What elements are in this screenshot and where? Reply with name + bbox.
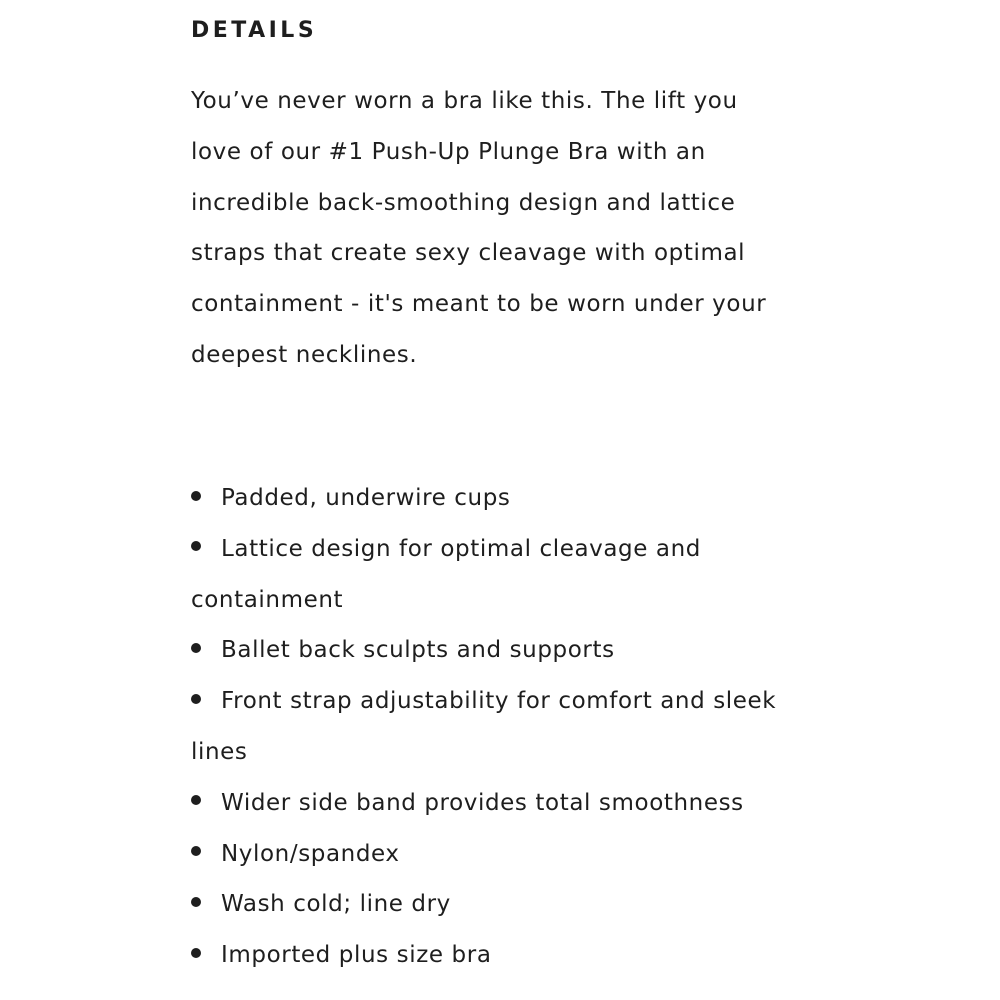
bullet-icon — [191, 846, 201, 856]
list-item — [191, 625, 781, 676]
list-item — [191, 930, 781, 981]
bullet-icon — [191, 897, 201, 907]
details-heading: DETAILS — [191, 18, 318, 43]
feature-text: Front strap adjustability for comfort and sleek lines — [191, 688, 777, 765]
list-item — [191, 829, 781, 880]
feature-text: Lattice design for optimal cleavage and containment — [191, 535, 701, 613]
bullet-icon — [191, 795, 201, 805]
list-item — [191, 778, 781, 829]
list-item — [191, 676, 781, 778]
bullet-icon — [191, 643, 201, 653]
feature-text: Padded, underwire cups — [221, 485, 511, 511]
feature-list — [191, 473, 781, 981]
list-item — [191, 524, 781, 626]
feature-text: Nylon/spandex — [221, 840, 400, 867]
bullet-icon — [191, 491, 201, 501]
feature-text: Wash cold; line dry — [221, 891, 451, 918]
feature-text: Wider side band provides total smoothness — [221, 789, 744, 816]
bullet-icon — [191, 541, 201, 551]
product-details-section — [191, 14, 791, 969]
bullet-icon — [191, 948, 201, 958]
feature-text: Ballet back sculpts and supports — [221, 637, 615, 664]
product-description: You’ve never worn a bra like this. The lift you love of our #1 Push-Up Plunge Bra with an incredible back-smoothing design and lattice straps that create sexy cleavage with optimal containment - it's meant to be worn under your deepest necklines. — [191, 88, 767, 368]
list-item — [191, 473, 781, 524]
list-item — [191, 879, 781, 930]
feature-text: Imported plus size bra — [221, 942, 492, 969]
bullet-icon — [191, 694, 201, 704]
